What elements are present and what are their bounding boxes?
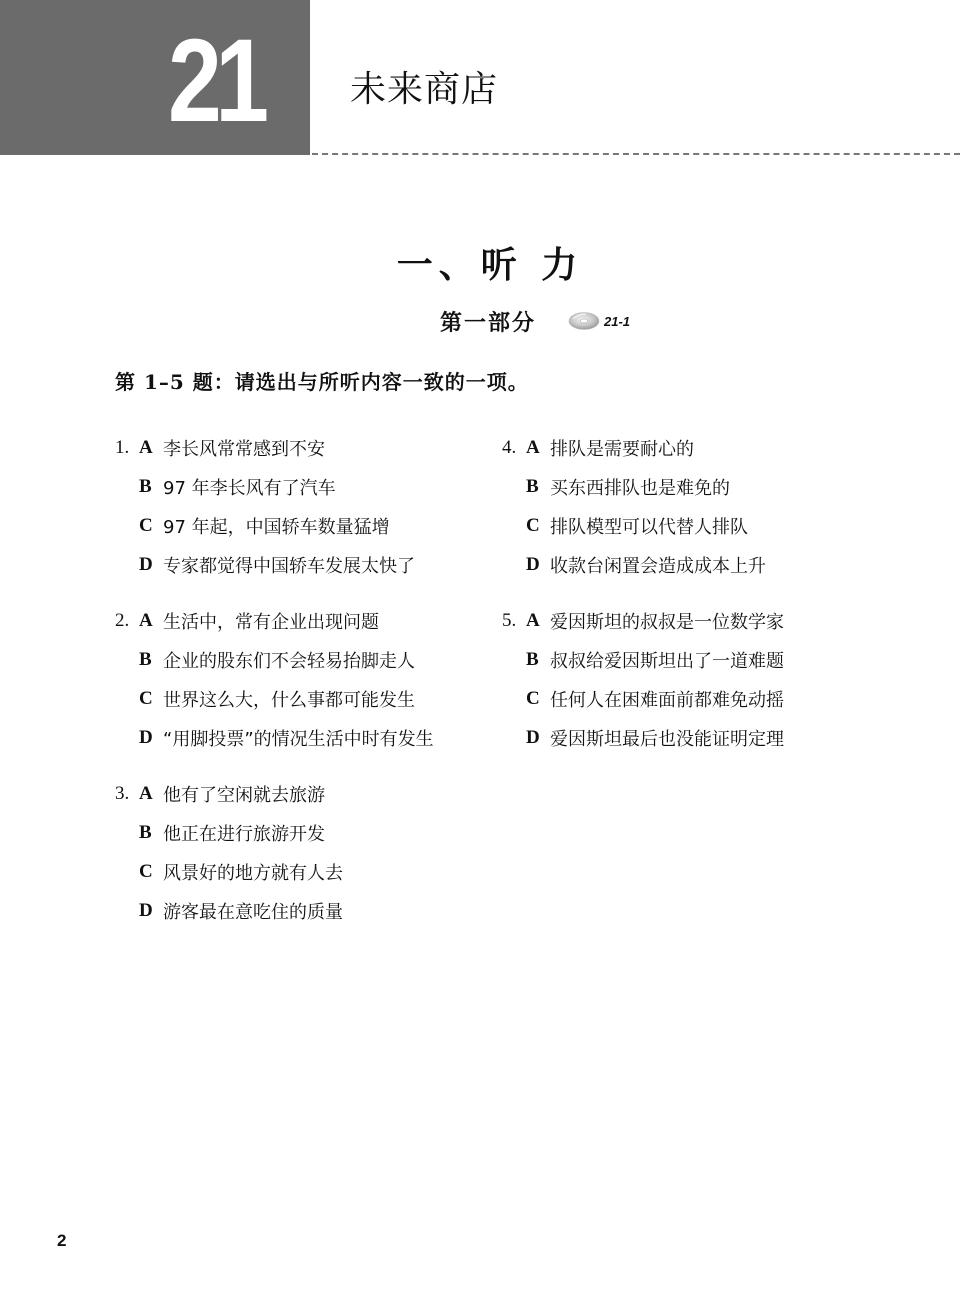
- chapter-number: 21: [168, 15, 263, 147]
- instruction-text: 第 1–5 题：请选出与所听内容一致的一项。: [115, 370, 529, 394]
- option-text: 他有了空闲就去旅游: [163, 784, 325, 806]
- option-letter: A: [139, 782, 153, 804]
- option-letter: B: [139, 648, 152, 670]
- option-letter: A: [526, 609, 540, 631]
- option-text: 收款台闲置会造成成本上升: [550, 555, 766, 577]
- page-number: 2: [57, 1231, 67, 1250]
- option-text: 任何人在困难面前都难免动摇: [550, 689, 784, 711]
- option-letter: C: [139, 687, 153, 709]
- option-row: [115, 774, 495, 813]
- option-row: [115, 545, 495, 584]
- chapter-title: 未来商店: [350, 69, 499, 110]
- option-letter: C: [526, 514, 540, 536]
- option-letter: B: [526, 475, 539, 497]
- option-row: [502, 545, 882, 584]
- option-letter: A: [139, 609, 153, 631]
- option-letter: C: [139, 860, 153, 882]
- option-text: 97 年起，中国轿车数量猛增: [163, 516, 390, 538]
- option-text: 排队模型可以代替人排队: [550, 516, 748, 538]
- option-letter: C: [526, 687, 540, 709]
- option-row: [502, 467, 882, 506]
- option-text: 爱因斯坦最后也没能证明定理: [550, 728, 784, 750]
- option-row: [502, 718, 882, 757]
- question-number: 4.: [502, 436, 517, 458]
- audio-track-label: 21-1: [604, 313, 631, 329]
- section-title: 一、听 力: [396, 244, 584, 286]
- option-row: [115, 467, 495, 506]
- option-row: [115, 601, 495, 640]
- option-letter: A: [139, 436, 153, 458]
- option-letter: D: [526, 726, 540, 748]
- chapter-header-block: [0, 0, 310, 155]
- question-number: 1.: [115, 436, 130, 458]
- option-text: 风景好的地方就有人去: [163, 862, 343, 884]
- option-text: 叔叔给爱因斯坦出了一道难题: [550, 650, 784, 672]
- option-text: 他正在进行旅游开发: [163, 823, 325, 845]
- question-number: 3.: [115, 782, 130, 804]
- option-row: [115, 506, 495, 545]
- question-3: [115, 774, 495, 930]
- option-text: 专家都觉得中国轿车发展太快了: [163, 555, 415, 577]
- part-title: 第一部分: [440, 309, 537, 336]
- option-row: [115, 679, 495, 718]
- option-letter: B: [526, 648, 539, 670]
- part-heading: [440, 303, 630, 339]
- option-row: [115, 891, 495, 930]
- option-text: “用脚投票”的情况生活中时有发生: [163, 728, 434, 750]
- option-letter: D: [139, 899, 153, 921]
- option-letter: B: [139, 821, 152, 843]
- option-row: [502, 679, 882, 718]
- option-letter: D: [139, 553, 153, 575]
- option-text: 世界这么大，什么事都可能发生: [163, 689, 415, 711]
- option-row: [502, 428, 882, 467]
- option-row: [115, 852, 495, 891]
- question-1: [115, 428, 495, 584]
- option-text: 97 年李长风有了汽车: [163, 477, 336, 499]
- question-2: [115, 601, 495, 757]
- option-row: [115, 718, 495, 757]
- option-letter: C: [139, 514, 153, 536]
- option-text: 生活中，常有企业出现问题: [163, 611, 379, 633]
- option-row: [115, 640, 495, 679]
- option-row: [502, 601, 882, 640]
- option-row: [115, 428, 495, 467]
- option-row: [115, 813, 495, 852]
- option-text: 爱因斯坦的叔叔是一位数学家: [550, 611, 784, 633]
- option-text: 游客最在意吃住的质量: [163, 901, 343, 923]
- option-row: [502, 640, 882, 679]
- option-row: [502, 506, 882, 545]
- option-letter: D: [526, 553, 540, 575]
- header-dashed-divider: [312, 153, 960, 155]
- question-5: [502, 601, 882, 757]
- option-text: 排队是需要耐心的: [550, 438, 694, 460]
- option-letter: A: [526, 436, 540, 458]
- option-text: 企业的股东们不会轻易抬脚走人: [163, 650, 415, 672]
- option-text: 李长风常常感到不安: [163, 438, 325, 460]
- option-letter: D: [139, 726, 153, 748]
- option-letter: B: [139, 475, 152, 497]
- option-text: 买东西排队也是难免的: [550, 477, 730, 499]
- question-4: [502, 428, 882, 584]
- cd-icon: [568, 311, 600, 331]
- question-number: 2.: [115, 609, 130, 631]
- question-number: 5.: [502, 609, 517, 631]
